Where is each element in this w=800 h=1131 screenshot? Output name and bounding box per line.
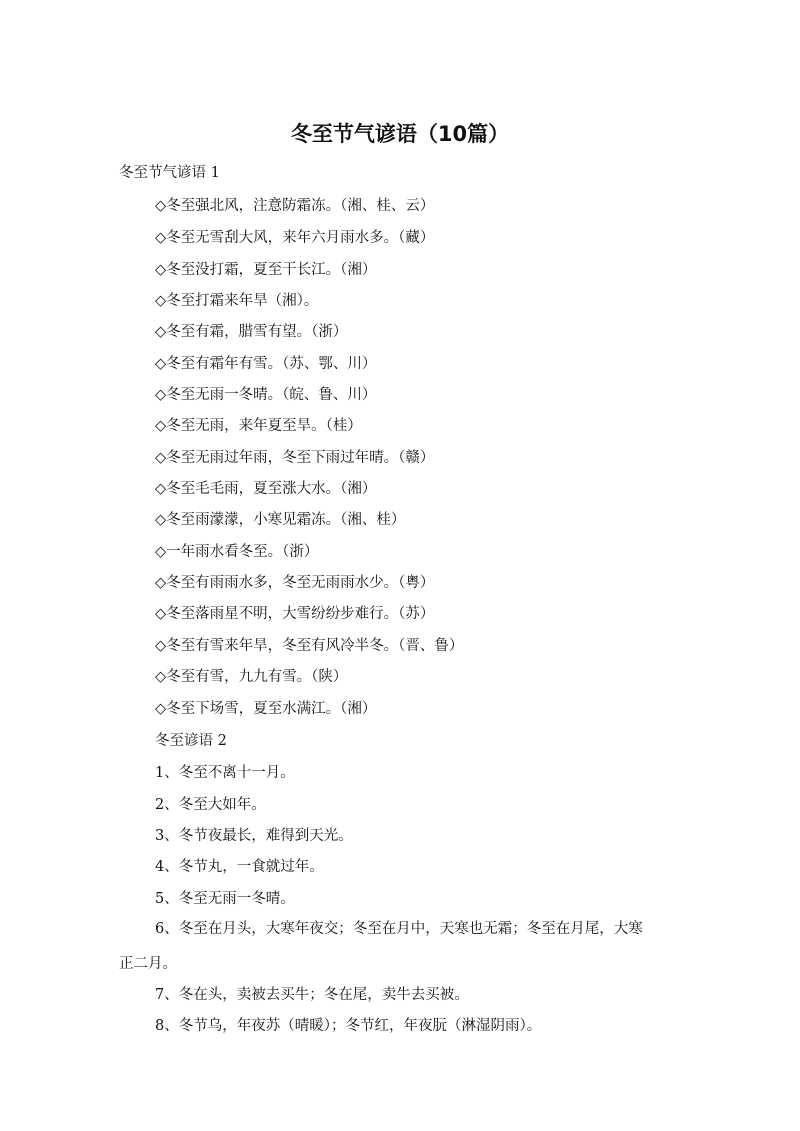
proverb-item: ◇冬至有雪，九九有雪。（陕） <box>155 669 348 685</box>
proverb-item: ◇冬至打霜来年旱（湘）。 <box>155 293 319 309</box>
proverb-item: ◇冬至无雨一冬晴。（皖、鲁、川） <box>155 387 377 403</box>
proverb-item: ◇冬至雨濛濛，小寒见霜冻。（湘、桂） <box>155 512 406 528</box>
document-title: 冬至节气谚语（10篇） <box>290 122 510 146</box>
proverb-item: 7、冬在头，卖被去买牛；冬在尾，卖牛去买被。 <box>155 987 469 1003</box>
proverb-item: ◇冬至无雨，来年夏至旱。（桂） <box>155 418 362 434</box>
proverb-item: 5、冬至无雨一冬晴。 <box>155 891 295 907</box>
section-heading: 冬至节气谚语 1 <box>119 165 220 181</box>
proverb-item: ◇冬至毛毛雨，夏至涨大水。（湘） <box>155 481 377 497</box>
proverb-item: 8、冬节乌，年夜苏（晴暖）；冬节红，年夜朊（淋湿阴雨）。 <box>155 1018 542 1034</box>
proverb-item: ◇冬至无雪刮大风，来年六月雨水多。（藏） <box>155 230 435 246</box>
proverb-item: ◇一年雨水看冬至。（浙） <box>155 544 319 560</box>
proverb-item: ◇冬至强北风，注意防霜冻。（湘、桂、云） <box>155 198 435 214</box>
proverb-item: 3、冬节夜最长，难得到天光。 <box>155 828 353 844</box>
proverb-item: 1、冬至不离十一月。 <box>155 765 295 781</box>
proverb-item: 4、冬节丸，一食就过年。 <box>155 859 324 875</box>
proverb-item: ◇冬至有雨雨水多，冬至无雨雨水少。（粤） <box>155 575 435 591</box>
proverb-item: ◇冬至没打霜，夏至干长江。（湘） <box>155 262 377 278</box>
proverb-item: 2、冬至大如年。 <box>155 797 266 813</box>
section-heading: 冬至谚语 2 <box>155 733 227 749</box>
proverb-item: 6、冬至在月头，大寒年夜交；冬至在月中，天寒也无霜；冬至在月尾，大寒正二月。 <box>119 921 643 972</box>
proverb-item: ◇冬至有霜年有雪。（苏、鄂、川） <box>155 356 377 372</box>
proverb-item: ◇冬至下场雪，夏至水满江。（湘） <box>155 701 377 717</box>
proverb-item: ◇冬至落雨星不明，大雪纷纷步难行。（苏） <box>155 606 435 622</box>
proverb-item: ◇冬至有霜，腊雪有望。（浙） <box>155 324 348 340</box>
proverb-item: ◇冬至无雨过年雨，冬至下雨过年晴。（赣） <box>155 450 435 466</box>
proverb-item: ◇冬至有雪来年旱，冬至有风冷半冬。（晋、鲁） <box>155 638 464 654</box>
